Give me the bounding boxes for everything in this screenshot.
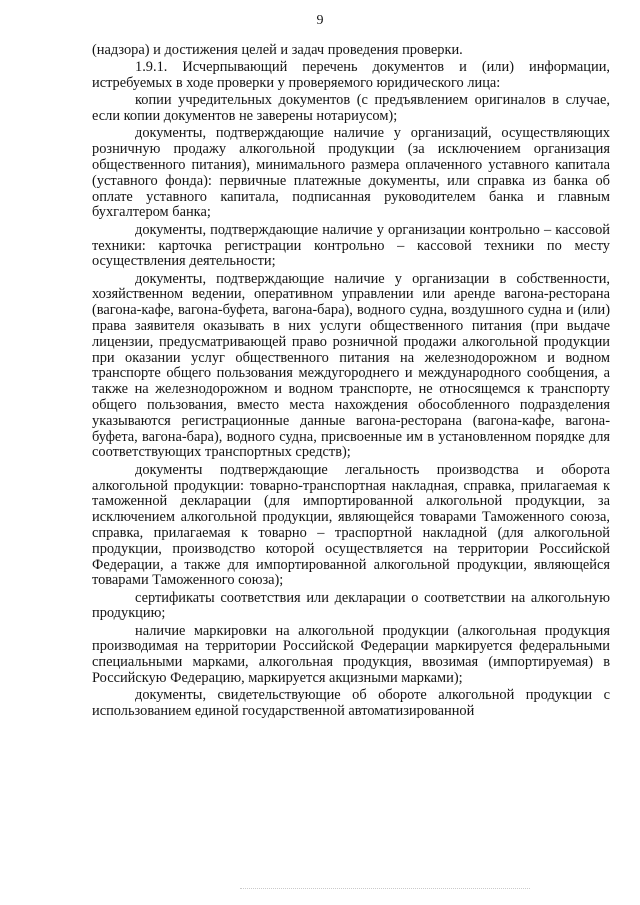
paragraph-continuation: (надзора) и достижения целей и задач проведения проверки. — [92, 42, 463, 58]
paragraph-section-1-9-1: 1.9.1. Исчерпывающий перечень документов и (или) информации, истребуемых в ходе проверки у проверяемого юридического лица: — [92, 59, 610, 92]
page-number: 9 — [316, 13, 324, 28]
list-item-certificates: сертификаты соответствия или декларации о соответствии на алкогольную продукцию; — [92, 589, 610, 622]
list-item-marking: наличие маркировки на алкогольной продукции (алкогольная продукция производимая на территории Российской Федерации маркируется федеральными специальными марками, алкогольная продукция, ввозимая (импортируемая) в Российскую Федерацию, маркируется акцизными марками); — [92, 622, 610, 687]
list-item-turnover-documents: документы, свидетельствующие об обороте алкогольной продукции с использованием единой государственной автоматизированной — [92, 687, 610, 720]
list-item-cash-register: документы, подтверждающие наличие у организации контрольно – кассовой техники: карточка регистрации контрольно – кассовой техники по месту осуществления деятельности; — [92, 221, 610, 270]
list-item-transport-catering: документы, подтверждающие наличие у организации в собственности, хозяйственном ведении, оперативном управлении или аренде вагона-ресторана (вагона-кафе, вагона-буфета, вагона-бара), водного судна, воздушного судна и (или) права заявителя оказывать в них услуги общественного питания (при выдаче лицензии, предусматривающей право розничной продажи алкогольной продукции при оказании услуг общественного питания на железнодорожном и водном транспорте общего пользования междугороднего и международного сообщения, а также на железнодорожном и водном транспорте, не относящемся к транспорту общего пользования, вместо места нахождения обособленного подразделения указываются регистрационные данные вагона-ресторана (вагона-кафе, вагона-буфета, вагона-бара), водного судна, присвоенные им в установленном порядке для соответствующих транспортных средств); — [92, 270, 610, 461]
scan-artifact — [240, 888, 530, 892]
list-item-legality-documents: документы подтверждающие легальность производства и оборота алкогольной продукции: товарно-транспортная накладная, справка, прилагаемая к таможенной декларации (для импортированной алкогольной продукции, за исключением алкогольной продукции, являющейся товарами Таможенного союза, справка, прилагаемая к товарно – траспортной накладной (для алкогольной продукции, производство которой осуществляется на территории Российской Федерации, а также для импортированной алкогольной продукции, являющейся товарами Таможенного союза); — [92, 461, 610, 589]
list-item-founding-documents: копии учредительных документов (с предъявлением оригиналов в случае, если копии документов не заверены нотариусом); — [92, 92, 610, 125]
document-body — [92, 43, 610, 721]
list-item-authorized-capital: документы, подтверждающие наличие у организаций, осуществляющих розничную продажу алкогольной продукции (за исключением организация общественного питания), минимального размера оплаченного уставного капитала (уставного фонда): первичные платежные документы, или справка из банка об оплате уставного капитала, подписанная руководителем банка и главным бухгалтером банка; — [92, 125, 610, 221]
